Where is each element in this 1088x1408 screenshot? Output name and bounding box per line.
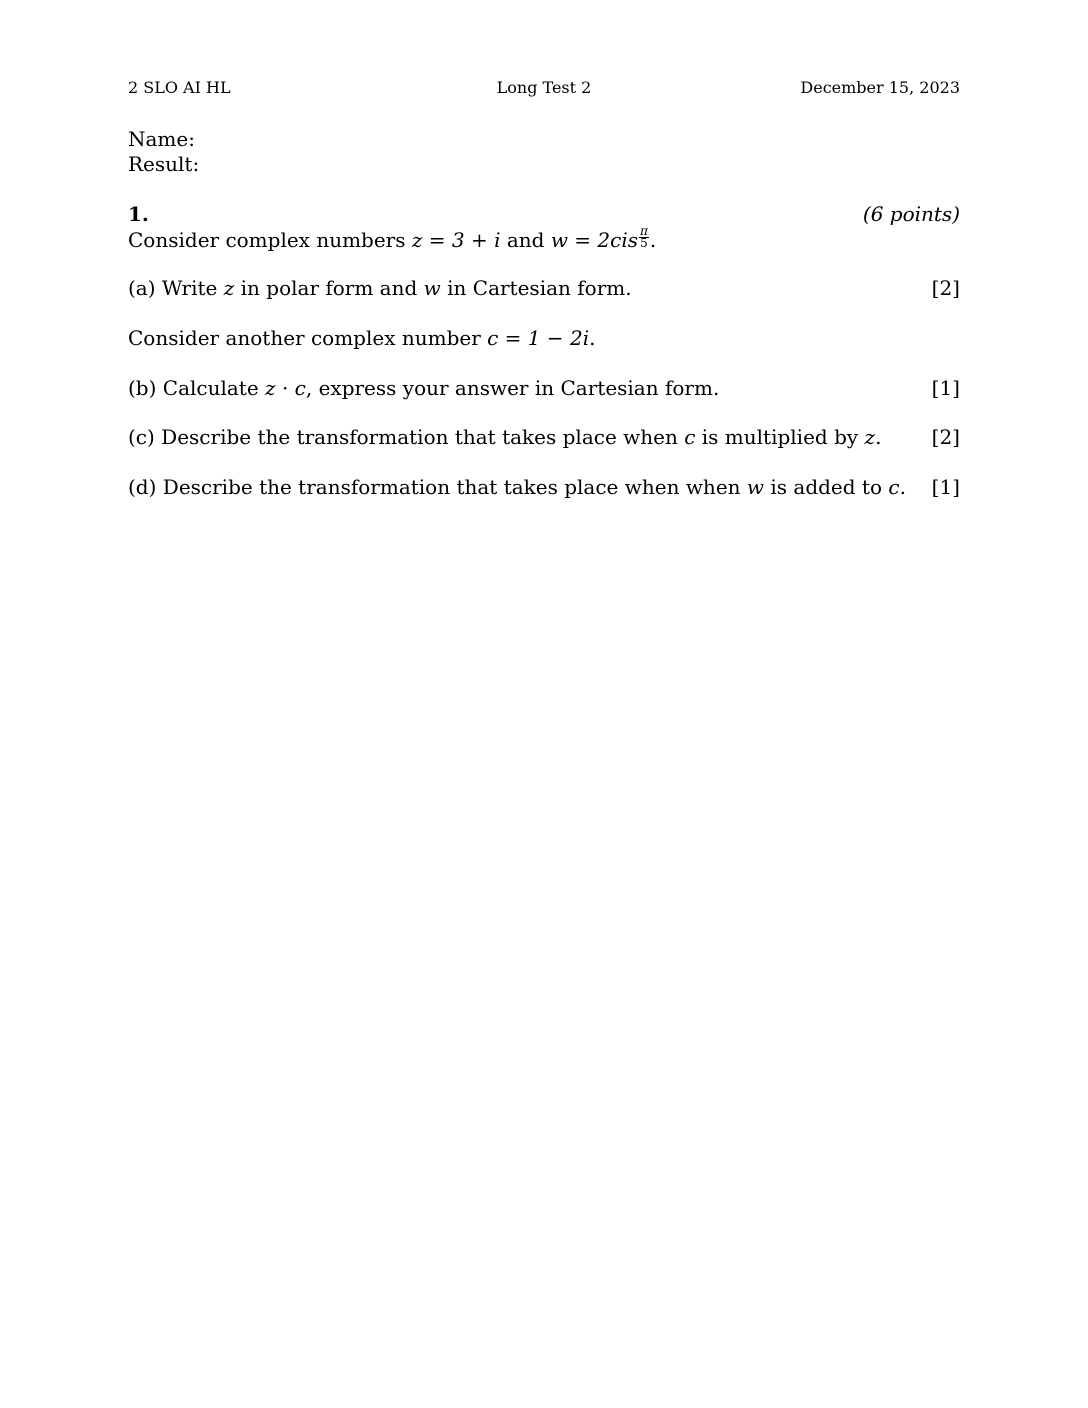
part-label: (d) bbox=[128, 475, 157, 499]
part-text: . bbox=[899, 475, 906, 499]
fraction-numerator: π bbox=[640, 224, 648, 238]
fraction-denominator: 5 bbox=[640, 236, 648, 250]
part-label: (b) bbox=[128, 376, 157, 400]
part-marks: [1] bbox=[931, 376, 960, 400]
part-variable: w bbox=[746, 475, 765, 499]
part-text: , express your answer in Cartesian form. bbox=[305, 376, 720, 400]
part-label: (c) bbox=[128, 425, 155, 449]
part-text: in polar form and bbox=[234, 276, 424, 300]
c-intro bbox=[128, 326, 960, 350]
w-definition: w = 2cis bbox=[550, 228, 638, 252]
page-header bbox=[128, 78, 960, 100]
c-definition: c = 1 − 2i bbox=[487, 326, 590, 350]
part-text: Describe the transformation that takes place when bbox=[154, 425, 685, 449]
part-variable: c bbox=[888, 475, 900, 499]
question-intro bbox=[128, 224, 960, 253]
part-variable: z · c bbox=[265, 376, 306, 400]
intro-and: and bbox=[500, 228, 551, 252]
intro-text: Consider complex numbers bbox=[128, 228, 412, 252]
part-marks: [2] bbox=[931, 425, 960, 449]
part-marks: [1] bbox=[931, 475, 960, 499]
part-text: Describe the transformation that takes place when when bbox=[156, 475, 747, 499]
part-text: Calculate bbox=[156, 376, 266, 400]
test-date: December 15, 2023 bbox=[800, 78, 960, 97]
part-label: (a) bbox=[128, 276, 156, 300]
test-title: Long Test 2 bbox=[496, 78, 592, 97]
class-code: 2 SLO AI HL bbox=[128, 78, 231, 97]
part-variable: w bbox=[423, 276, 441, 300]
part-text: Write bbox=[155, 276, 224, 300]
part-variable: c bbox=[684, 425, 696, 449]
result-label: Result: bbox=[128, 152, 200, 176]
part-text: in Cartesian form. bbox=[440, 276, 632, 300]
part-text: is added to bbox=[764, 475, 889, 499]
part-variable: z bbox=[223, 276, 235, 300]
part-c bbox=[128, 425, 960, 449]
question-points: (6 points) bbox=[862, 202, 960, 226]
part-text: . bbox=[875, 425, 882, 449]
part-b bbox=[128, 376, 960, 400]
part-text: is multiplied by bbox=[695, 425, 865, 449]
intro-end: . bbox=[649, 228, 657, 252]
c-intro-text: Consider another complex number bbox=[128, 326, 488, 350]
c-intro-end: . bbox=[589, 326, 596, 350]
part-a bbox=[128, 276, 960, 300]
part-marks: [2] bbox=[931, 276, 960, 300]
pi-over-five-fraction bbox=[639, 226, 649, 249]
part-variable: z bbox=[864, 425, 876, 449]
z-definition: z = 3 + i bbox=[411, 228, 501, 252]
question-header bbox=[128, 202, 960, 226]
part-d bbox=[128, 475, 960, 499]
name-label: Name: bbox=[128, 127, 195, 151]
question-number: 1. bbox=[128, 202, 149, 226]
